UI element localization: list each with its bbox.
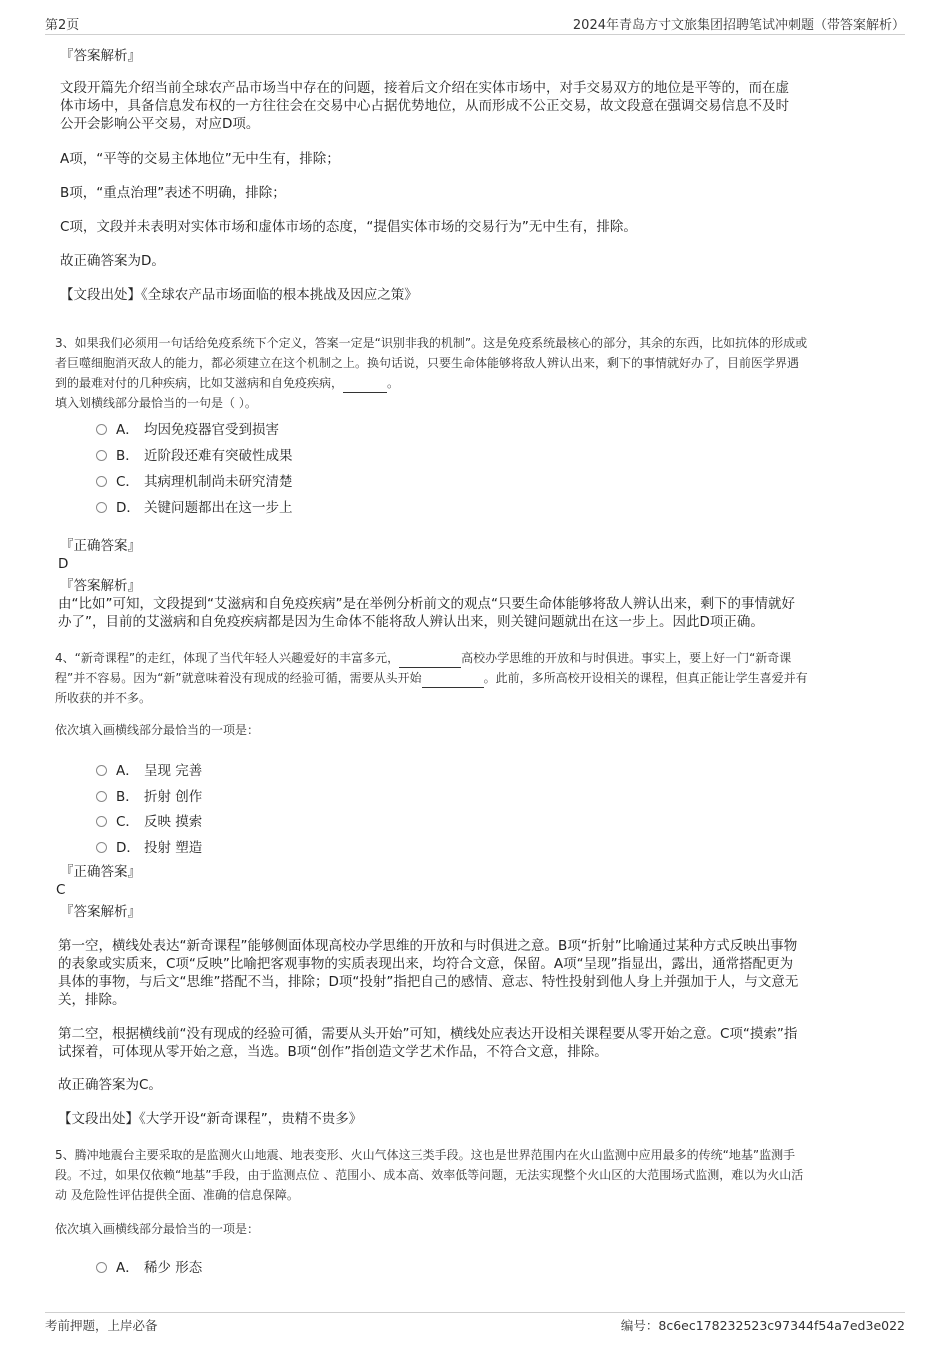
header-divider [45,34,905,35]
radio-icon[interactable] [96,424,107,435]
q3-analysis-title: 『答案解析』 [60,578,141,594]
q3-option-c[interactable]: C． 其病理机制尚未研究清楚 [96,470,293,490]
q4-blank-2 [422,675,484,688]
q4-analysis-title: 『答案解析』 [60,904,141,920]
q4-option-b[interactable]: B． 折射 创作 [96,785,202,805]
q4-stem-line: 程”并不容易。因为“新”就意味着没有现成的经验可循，需要从头开始 。此前，多所高校开设相关的课程，但真正能让学生喜爱并有 [55,668,808,688]
q2-analysis-line: 公开会影响公平交易，对应D项。 [60,116,260,132]
q2-source: 【文段出处】《全球农产品市场面临的根本挑战及因应之策》 [60,287,418,303]
q4-prompt: 依次填入画横线部分最恰当的一项是： [55,723,260,737]
q4-analysis-line: 试探着，可体现从零开始之意，当选。B项“创作”指创造文学艺术作品，不符合文意，排除。 [58,1044,608,1060]
q2-analysis-line: 体市场中，具备信息发布权的一方往往会在交易中心占据优势地位，从而形成不公正交易，故文段意在强调交易信息不及时 [60,98,789,114]
page-number: 第2页 [45,18,80,33]
q3-option-b[interactable]: B． 近阶段还难有突破性成果 [96,444,293,464]
q2-conclusion: 故正确答案为D。 [60,253,165,269]
q3-analysis-line: 办了”，目前的艾滋病和自免疫疾病都是因为生命体不能将敌人辨认出来，则关键问题就出在这一步上。因此D项正确。 [58,614,764,630]
q3-answer-title: 『正确答案』 [60,538,141,554]
footer-slogan: 考前押题，上岸必备 [45,1318,158,1333]
q4-analysis-line: 具体的事物，与后文“思维”搭配不当，排除；D项“投射”指把自己的感情、意志、特性投射到他人身上并强加于人，与文意无 [58,974,799,990]
q5-option-a[interactable]: A． 稀少 形态 [96,1256,202,1276]
radio-icon[interactable] [96,816,107,827]
q3-prompt: 填入划横线部分最恰当的一句是（ ）。 [55,396,257,410]
q4-stem-line: 4、“新奇课程”的走红，体现了当代年轻人兴趣爱好的丰富多元， 高校办学思维的开放和与时俱进。事实上，要上好一门“新奇课 [55,648,791,668]
q4-analysis-line: 第一空，横线处表达“新奇课程”能够侧面体现高校办学思维的开放和与时俱进之意。B项“折射”比喻通过某种方式反映出事物 [58,938,798,954]
q4-stem-line: 所收获的并不多。 [55,691,152,705]
q5-prompt: 依次填入画横线部分最恰当的一项是： [55,1222,260,1236]
q3-blank [343,380,387,393]
q3-stem-line: 者巨噬细胞消灭敌人的能力，都必须建立在这个机制之上。换句话说，只要生命体能够将敌人辨认出来，剩下的事情就好办了，目前医学界遇 [55,356,800,370]
q4-conclusion: 故正确答案为C。 [58,1077,162,1093]
document-id: 编号：8c6ec178232523c97344f54a7ed3e022 [620,1318,905,1333]
q4-answer-title: 『正确答案』 [60,864,141,880]
radio-icon[interactable] [96,1262,107,1273]
q5-stem-line: 动 及危险性评估提供全面、准确的信息保障。 [55,1188,299,1202]
radio-icon[interactable] [96,502,107,513]
q4-option-a[interactable]: A． 呈现 完善 [96,759,202,779]
q4-option-c[interactable]: C． 反映 摸索 [96,810,202,830]
q4-analysis-line: 关，排除。 [58,992,126,1008]
footer-divider [45,1312,905,1313]
q2-analysis-title: 『答案解析』 [60,48,141,64]
radio-icon[interactable] [96,450,107,461]
q3-stem-line: 3、如果我们必须用一句话给免疫系统下个定义，答案一定是“识别非我的机制”。这是免疫系统最核心的部分，其余的东西，比如抗体的形成或 [55,336,808,350]
q2-analysis-line: 文段开篇先介绍当前全球农产品市场当中存在的问题，接着后文介绍在实体市场中，对手交易双方的地位是平等的，而在虚 [60,80,789,96]
q3-analysis-line: 由“比如”可知，文段提到“艾滋病和自免疫疾病”是在举例分析前文的观点“只要生命体能够将敌人辨认出来，剩下的事情就好 [58,596,795,612]
q2-item-b: B项，“重点治理”表述不明确，排除； [60,185,286,201]
radio-icon[interactable] [96,476,107,487]
q2-item-a: A项，“平等的交易主体地位”无中生有，排除； [60,151,340,167]
q3-stem-line: 到的最难对付的几种疾病，比如艾滋病和自免疫疾病， 。 [55,373,399,393]
radio-icon[interactable] [96,791,107,802]
radio-icon[interactable] [96,765,107,776]
q4-analysis-line: 的表象或实质来，C项“反映”比喻把客观事物的实质表现出来，均符合文意，保留。A项“呈现”指显出，露出，通常搭配更为 [58,956,794,972]
q3-option-a[interactable]: A． 均因免疫器官受到损害 [96,418,279,438]
q4-blank-1 [399,655,461,668]
document-title: 2024年青岛方寸文旅集团招聘笔试冲刺题（带答案解析） [572,18,905,33]
q2-item-c: C项，文段并未表明对实体市场和虚体市场的态度，“提倡实体市场的交易行为”无中生有，排除。 [60,219,637,235]
radio-icon[interactable] [96,842,107,853]
q4-answer: C [56,882,66,898]
q4-source: 【文段出处】《大学开设“新奇课程”，贵精不贵多》 [58,1111,363,1127]
q4-option-d[interactable]: D． 投射 塑造 [96,836,202,856]
q3-option-d[interactable]: D． 关键问题都出在这一步上 [96,496,293,516]
q4-analysis-line: 第二空，根据横线前“没有现成的经验可循，需要从头开始”可知，横线处应表达开设相关课程要从零开始之意。C项“摸索”指 [58,1026,798,1042]
q5-stem-line: 5、腾冲地震台主要采取的是监测火山地震、地表变形、火山气体这三类手段。这也是世界范围内在火山监测中应用最多的传统“地基”监测手 [55,1148,796,1162]
q5-stem-line: 段。不过，如果仅依赖“地基”手段，由于监测点位 、范围小、成本高、效率低等问题，无法实现整个火山区的大范围场式监测，难以为火山活 [55,1168,804,1182]
q3-answer: D [58,556,69,572]
